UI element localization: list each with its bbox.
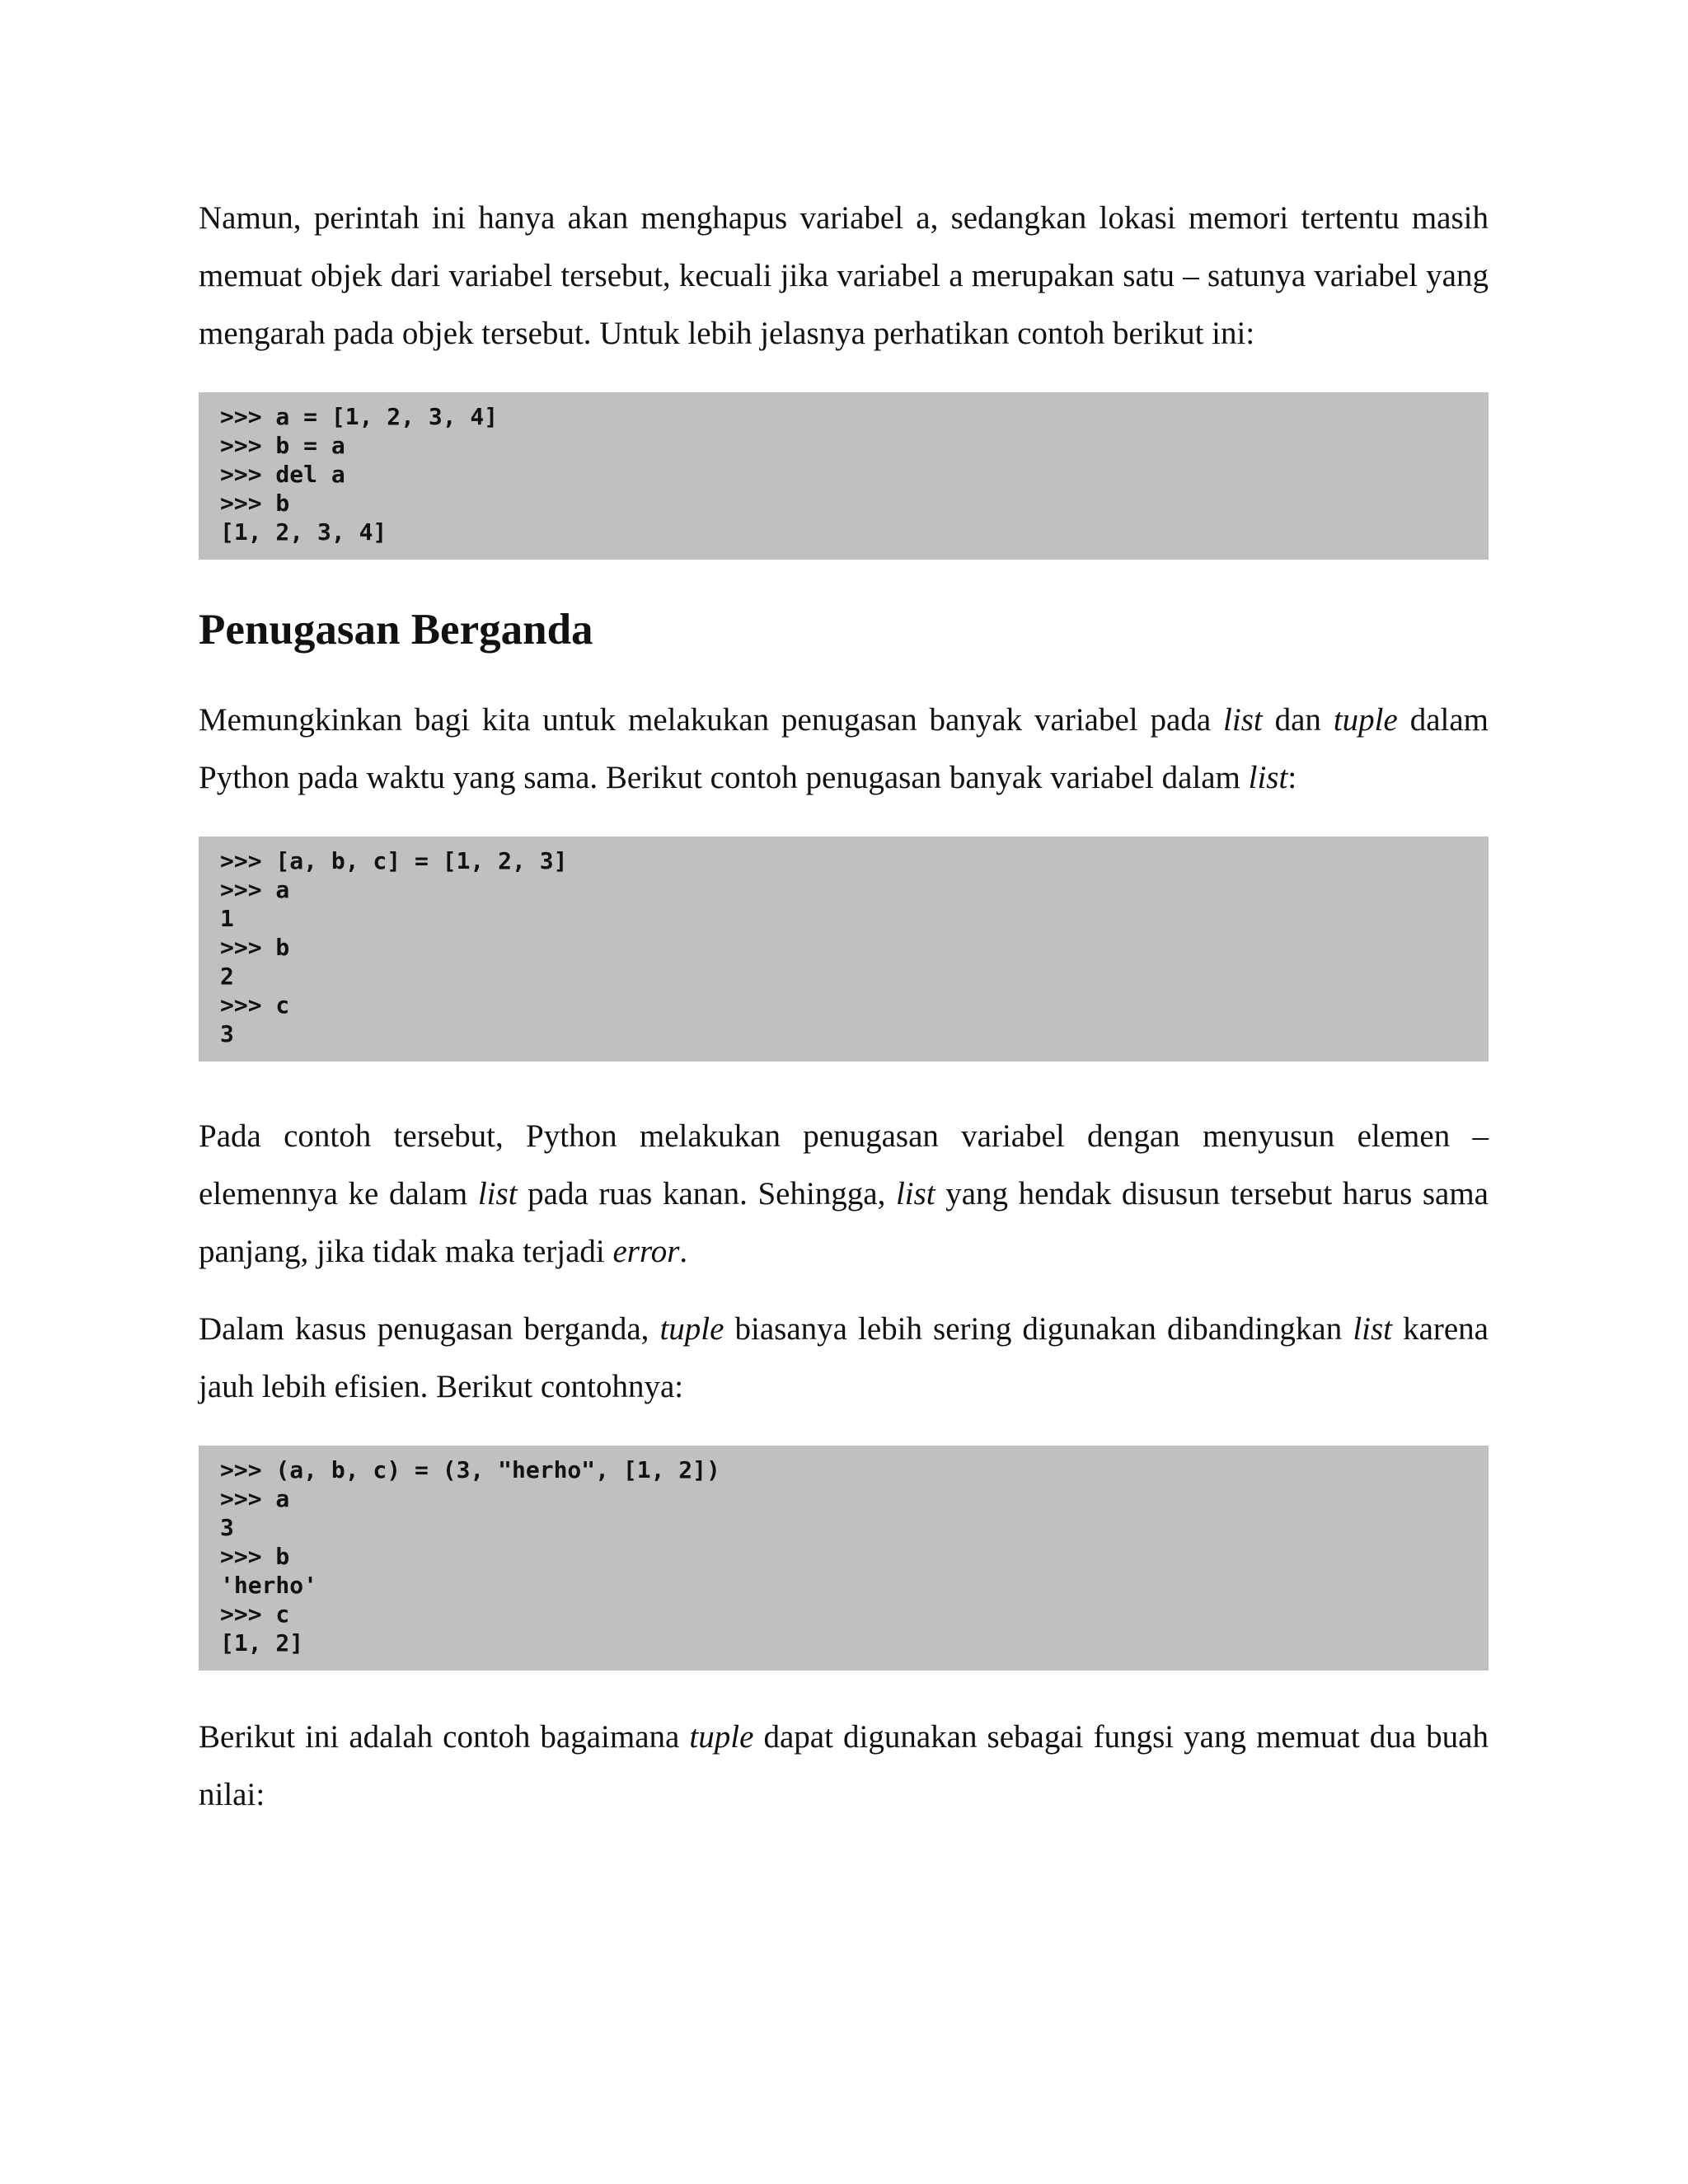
paragraph-list-explanation: [199, 1108, 1489, 1281]
text-run: :: [1287, 760, 1297, 795]
italic-term: list: [477, 1176, 518, 1212]
code-block-list-assignment: [199, 837, 1489, 1062]
text-run: Berikut ini adalah contoh bagaimana: [199, 1719, 690, 1755]
italic-term: list: [1223, 702, 1263, 738]
text-run: dalam Python pada waktu yang sama. Berikut contoh penugasan banyak variabel dalam: [199, 702, 1489, 795]
code-line: >>> c: [220, 991, 290, 1019]
code-block-tuple-assignment: [199, 1446, 1489, 1671]
text-run: karena jauh lebih efisien. Berikut contohnya:: [199, 1311, 1489, 1404]
text-run: dapat digunakan sebagai fungsi yang memuat dua buah nilai:: [199, 1719, 1489, 1812]
code-line: [1, 2]: [220, 1629, 304, 1657]
code-line: >>> c: [220, 1601, 290, 1628]
text-run: pada ruas kanan. Sehingga,: [517, 1176, 896, 1212]
code-line: >>> del a: [220, 461, 345, 488]
code-line: >>> a: [220, 1485, 290, 1512]
code-line: >>> a: [220, 876, 290, 903]
text-run: .: [679, 1234, 688, 1269]
text-run: Memungkinkan bagi kita untuk melakukan penugasan banyak variabel pada: [199, 702, 1224, 738]
code-line: >>> a = [1, 2, 3, 4]: [220, 403, 499, 430]
italic-term: list: [895, 1176, 935, 1212]
document-page: [199, 190, 1489, 1824]
italic-term: tuple: [1333, 702, 1398, 738]
code-line: 1: [220, 905, 234, 932]
code-block-del: [199, 392, 1489, 560]
code-line: >>> (a, b, c) = (3, "herho", [1, 2]): [220, 1456, 720, 1483]
paragraph-tuple-explanation: [199, 1301, 1489, 1416]
text-run: Pada contoh tersebut, Python melakukan penugasan variabel dengan menyusun elemen – elemennya ke dalam: [199, 1118, 1489, 1212]
text-run: yang hendak disusun tersebut harus sama panjang, jika tidak maka terjadi: [199, 1176, 1489, 1269]
paragraph-del-explanation: Namun, perintah ini hanya akan menghapus variabel a, sedangkan lokasi memori tertentu masih memuat objek dari variabel tersebut, kecuali jika variabel a merupakan satu – satunya variabel yang mengarah pada objek tersebut. Untuk lebih jelasnya perhatikan contoh berikut ini:: [199, 200, 1489, 351]
code-line: 2: [220, 963, 234, 990]
code-line: >>> b: [220, 934, 290, 961]
code-line: 3: [220, 1514, 234, 1541]
text-run: Dalam kasus penugasan berganda,: [199, 1311, 660, 1347]
text-run: dan: [1262, 702, 1334, 738]
paragraph-multiple-assignment-intro: [199, 691, 1489, 807]
italic-term: tuple: [659, 1311, 724, 1347]
text-run: biasanya lebih sering digunakan dibandingkan: [724, 1311, 1353, 1347]
code-line: >>> b: [220, 490, 290, 517]
italic-term: error: [612, 1234, 680, 1269]
code-line: >>> b = a: [220, 432, 345, 459]
italic-term: list: [1248, 760, 1288, 795]
code-line: [1, 2, 3, 4]: [220, 518, 387, 546]
italic-term: list: [1353, 1311, 1392, 1347]
code-line: >>> b: [220, 1543, 290, 1570]
italic-term: tuple: [689, 1719, 754, 1755]
section-heading: Penugasan Berganda: [199, 606, 593, 654]
code-line: 'herho': [220, 1572, 318, 1599]
code-line: 3: [220, 1020, 234, 1047]
paragraph-tuple-function: [199, 1708, 1489, 1824]
code-line: >>> [a, b, c] = [1, 2, 3]: [220, 847, 568, 874]
